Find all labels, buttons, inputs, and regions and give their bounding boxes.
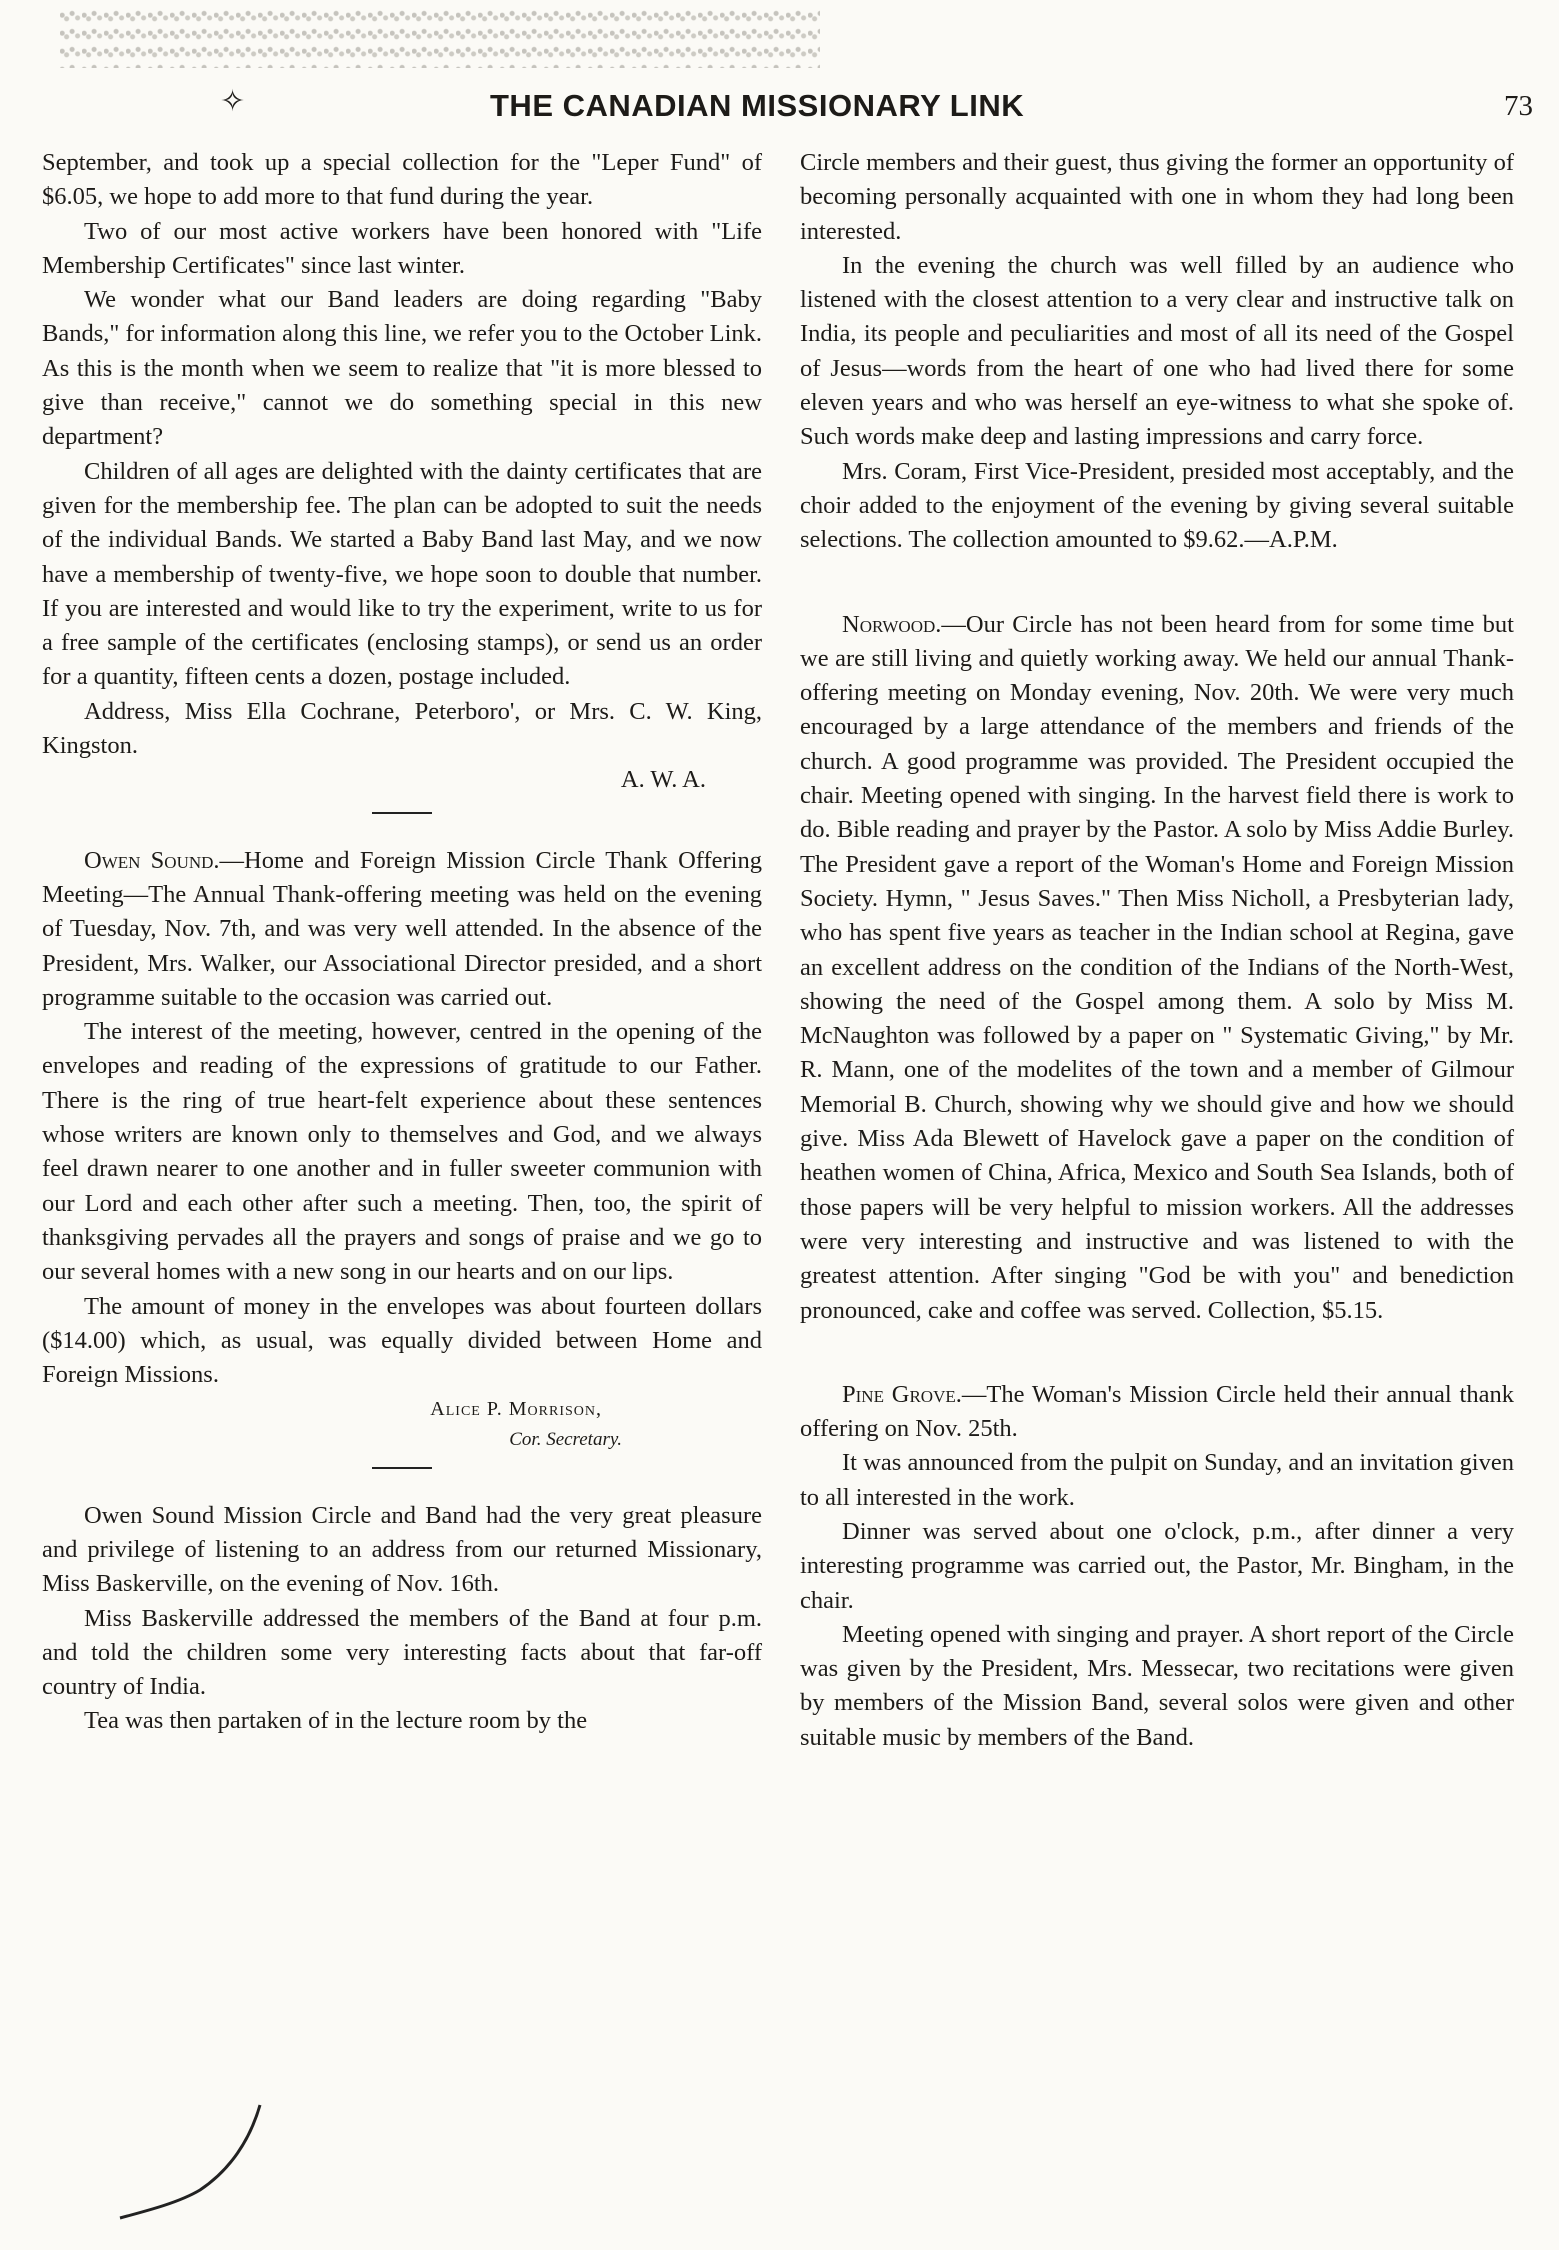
page-header (0, 85, 1559, 132)
section-gap (800, 1328, 1514, 1378)
paragraph: We wonder what our Band leaders are doing regarding "Baby Bands," for information along this line, we refer you to the October Link. As this is the month when we seem to realize that "it is more blessed to give than receive," cannot we do something special in this new department? (42, 286, 762, 451)
section-divider (372, 812, 432, 814)
left-column (42, 146, 762, 1739)
section-gap (800, 558, 1514, 608)
page-number: 73 (1504, 90, 1533, 122)
paragraph: Tea was then partaken of in the lecture room by the (84, 1707, 588, 1735)
pen-scrawl-mark (110, 2100, 290, 2220)
paragraph: Pine Grove.—The Woman's Mission Circle held their annual thank offering on Nov. 25th. (800, 1380, 1514, 1443)
section-lead-owen-sound: Owen Sound. (84, 846, 220, 874)
section-divider (372, 1467, 432, 1469)
paragraph: Owen Sound.—Home and Foreign Mission Circle Thank Offering Meeting—The Annual Thank-offering meeting was held on the evening of Tuesday, Nov. 7th, and was very well attended. In the absence of the President, Mrs. Walker, our Associational Director presided, and a short programme suitable to the occasion was carried out. (42, 846, 762, 1011)
paragraph: The interest of the meeting, however, centred in the opening of the envelopes and reading of the expressions of gratitude to our Father. There is the ring of true heart-felt experience about these sentences whose writers are known only to themselves and God, and we always feel drawn nearer to one another and in fuller sweeter communion with our Lord and each other after such a meeting. Then, too, the spirit of thanksgiving pervades all the prayers and songs of praise and we go to our several homes with a new song in our hearts and on our lips. (42, 1018, 762, 1286)
page-title: THE CANADIAN MISSIONARY LINK (490, 88, 1025, 123)
paragraph: Meeting opened with singing and prayer. A short report of the Circle was given by the President, Mrs. Messecar, two recitations were given by members of the Mission Band, several solos were given and other suitable music by members of the Band. (800, 1620, 1514, 1751)
paragraph: Circle members and their guest, thus giving the former an opportunity of becoming personally acquainted with one in whom they had long been interested. (800, 149, 1514, 245)
paragraph: September, and took up a special collection for the "Leper Fund" of $6.05, we hope to add more to that fund during the year. (42, 149, 762, 211)
scan-noise-top (60, 8, 820, 68)
right-column (800, 146, 1514, 1755)
paragraph: The amount of money in the envelopes was about fourteen dollars ($14.00) which, as usual, was equally divided between Home and Foreign Missions. (42, 1292, 762, 1389)
paragraph: Mrs. Coram, First Vice-President, presided most acceptably, and the choir added to the enjoyment of the evening by giving several suitable selections. The collection amounted to $9.62.—A.P.M. (800, 457, 1514, 554)
signature-awa: A. W. A. (620, 766, 706, 794)
section-lead-norwood: Norwood. (842, 610, 942, 638)
paragraph: It was announced from the pulpit on Sunday, and an invitation given to all interested in the work. (800, 1449, 1514, 1511)
paragraph: Address, Miss Ella Cochrane, Peterboro', or Mrs. C. W. King, Kingston. (42, 697, 762, 760)
section-lead-pine-grove: Pine Grove. (842, 1380, 962, 1408)
paragraph: In the evening the church was well filled by an audience who listened with the closest attention to a very clear and instructive talk on India, its people and peculiarities and most of all its need of the Gospel of Jesus—words from the heart of one who had lived there for some eleven years and who was herself an eye-witness to what she spoke of. Such words make deep and lasting impressions and carry force. (800, 251, 1514, 451)
paragraph: Dinner was served about one o'clock, p.m., after dinner a very interesting programme was carried out, the Pastor, Mr. Bingham, in the chair. (800, 1517, 1514, 1614)
paragraph: Miss Baskerville addressed the members of the Band at four p.m. and told the children some very interesting facts about that far-off country of India. (42, 1604, 762, 1701)
paragraph: Children of all ages are delighted with the dainty certificates that are given for the membership fee. The plan can be adopted to suit the needs of the individual Bands. We started a Baby Band last May, and we now have a membership of twenty-five, we hope soon to double that number. If you are interested and would like to try the experiment, write to us for a free sample of the certificates (enclosing stamps), or send us an order for a quantity, fifteen cents a dozen, postage included. (42, 457, 762, 691)
signature-title: Cor. Secretary. (509, 1428, 622, 1450)
paragraph: Norwood.—Our Circle has not been heard from for some time but we are still living and quietly working away. We held our annual Thank-offering meeting on Monday evening, Nov. 20th. We were very much encouraged by a large attendance of the members and friends of the church. A good programme was provided. The President occupied the chair. Meeting opened with singing. In the harvest field there is work to do. Bible reading and prayer by the Pastor. A solo by Miss Addie Burley. The President gave a report of the Woman's Home and Foreign Mission Society. Hymn, " Jesus Saves." Then Miss Nicholl, a Presbyterian lady, who has spent five years as teacher in the Indian school at Regina, gave an excellent address on the condition of the Indians of the North-West, showing the need of the Gospel among them. A solo by Miss M. McNaughton was followed by a paper on " Systematic Giving," by Mr. R. Mann, one of the modelites of the town and a member of Gilmour Memorial B. Church, showing why we should give and how we should give. Miss Ada Blewett of Havelock gave a paper on the condition of heathen women of China, Africa, Mexico and South Sea Islands, both of those papers will be very helpful to mission workers. All the addresses were very interesting and instructive and was listened to with the greatest attention. After singing "God be with you" and benediction pronounced, cake and coffee was served. Collection, $5.15. (800, 610, 1514, 1324)
smudge-mark-icon: ✧ (220, 85, 246, 118)
paragraph: Owen Sound Mission Circle and Band had the very great pleasure and privilege of listening to an address from our returned Missionary, Miss Baskerville, on the evening of Nov. 16th. (42, 1501, 762, 1598)
paragraph: Two of our most active workers have been honored with "Life Membership Certificates" since last winter. (42, 217, 762, 279)
signature-name: Alice P. Morrison, (430, 1398, 602, 1421)
